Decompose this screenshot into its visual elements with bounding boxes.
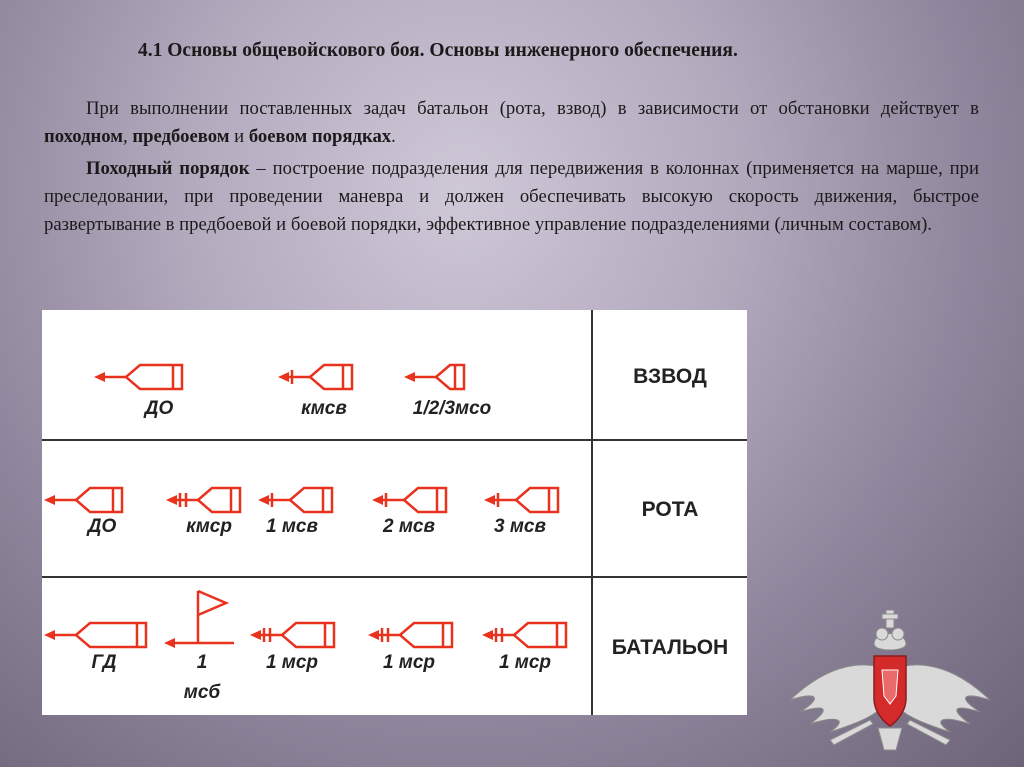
formation-table bbox=[42, 310, 747, 715]
symbol-label-second-line: мсб bbox=[183, 682, 221, 703]
intro-text-3: и bbox=[229, 126, 249, 147]
formation-symbol bbox=[258, 488, 332, 537]
flag-mark bbox=[198, 591, 226, 615]
paragraph-intro bbox=[44, 95, 979, 151]
table-row bbox=[44, 488, 698, 537]
unit-name-label: БАТАЛЬОН bbox=[611, 636, 729, 659]
symbol-label: ДО bbox=[87, 516, 117, 537]
formation-symbol bbox=[94, 365, 182, 419]
formation-symbol bbox=[250, 623, 334, 673]
unit-name-label: РОТА bbox=[641, 498, 699, 521]
formation-symbol bbox=[482, 623, 566, 673]
table-row bbox=[44, 591, 728, 703]
intro-bold-battle: боевом порядках bbox=[248, 126, 392, 147]
symbol-label: ГД bbox=[91, 652, 117, 673]
symbol-label: 1 мср bbox=[498, 652, 552, 673]
symbol-label: 1 bbox=[196, 652, 208, 673]
formation-symbol bbox=[44, 488, 122, 537]
formation-symbol bbox=[368, 623, 452, 673]
vehicle-body-mark bbox=[198, 488, 240, 512]
symbol-label: 1/2/3мсо bbox=[412, 398, 492, 419]
symbol-label: кмср bbox=[186, 516, 232, 537]
symbol-label: кмсв bbox=[301, 398, 347, 419]
vehicle-body-mark bbox=[76, 488, 122, 512]
symbol-label: ДО bbox=[144, 398, 174, 419]
formation-symbol bbox=[404, 365, 491, 419]
intro-bold-prebattle: предбоевом bbox=[132, 126, 230, 147]
vehicle-body-mark bbox=[310, 365, 352, 389]
intro-text-1: При выполнении поставленных задач батальон (рота, взвод) в зависимости от обстановки действует в bbox=[86, 98, 979, 119]
formation-symbol bbox=[278, 365, 352, 419]
eagle-emblem-icon bbox=[770, 600, 1010, 760]
symbol-label: 2 мсв bbox=[383, 516, 435, 537]
table-row bbox=[94, 365, 707, 419]
vehicle-body-mark bbox=[76, 623, 146, 647]
symbol-label: 3 мсв bbox=[494, 516, 546, 537]
unit-name-label: ВЗВОД bbox=[633, 365, 707, 388]
intro-text-2: , bbox=[123, 126, 133, 147]
vehicle-body-mark bbox=[436, 365, 464, 389]
symbol-label: 1 мср bbox=[382, 652, 436, 673]
symbol-label: 1 мср bbox=[265, 652, 319, 673]
formation-symbol bbox=[164, 591, 234, 703]
vehicle-body-mark bbox=[404, 488, 446, 512]
intro-bold-marching: походном bbox=[44, 126, 124, 147]
paragraph-definition bbox=[44, 155, 979, 239]
vehicle-body-mark bbox=[290, 488, 332, 512]
slide-title: 4.1 Основы общевойскового боя. Основы инженерного обеспечения. bbox=[138, 40, 738, 61]
definition-term: Походный порядок bbox=[86, 158, 250, 179]
formation-table-svg bbox=[42, 310, 747, 715]
symbol-label: 1 мсв bbox=[266, 516, 318, 537]
vehicle-body-mark bbox=[516, 488, 558, 512]
intro-text-4: . bbox=[391, 126, 396, 147]
formation-symbol bbox=[44, 623, 146, 673]
formation-symbol bbox=[166, 488, 240, 537]
definition-text: – построение подразделения для передвижения в колоннах (применяется на марше, при преследовании, при проведении маневра и должен обеспечивать высокую скорость движения, быстрое развертывание в предбоевой и боевой порядки, эффективное управление подразделениями (личным составом). bbox=[44, 158, 979, 235]
formation-symbol bbox=[484, 488, 558, 537]
formation-symbol bbox=[372, 488, 446, 537]
